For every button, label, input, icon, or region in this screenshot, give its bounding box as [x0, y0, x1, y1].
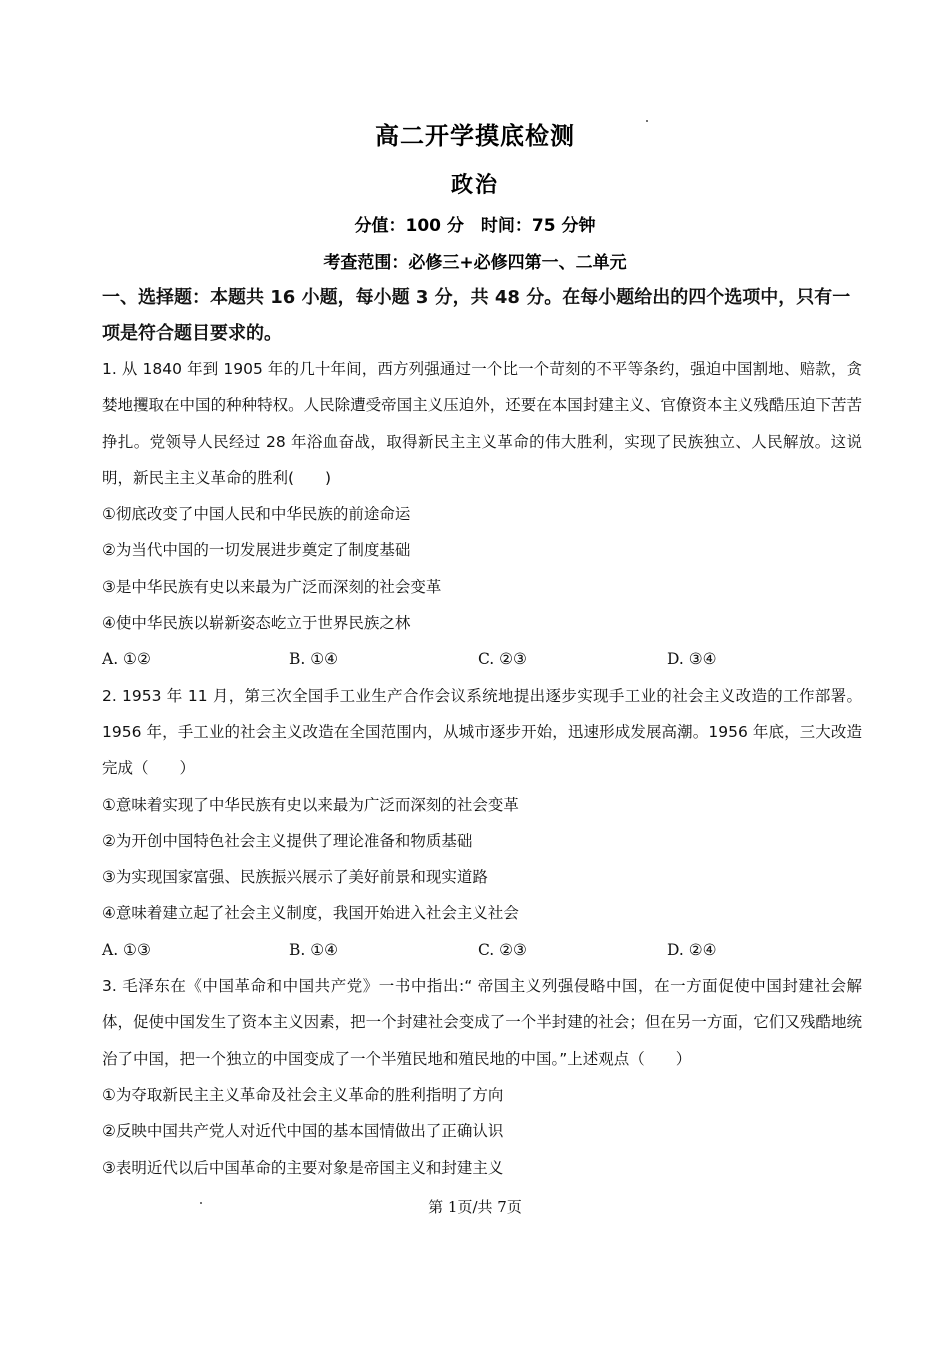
score-time-line: 分值：100 分 时间：75 分钟	[354, 216, 596, 236]
exam-title: 高二开学摸底检测	[375, 122, 575, 150]
question-2	[102, 678, 862, 968]
statement-item: ①为夺取新民主主义革命及社会主义革命的胜利指明了方向	[102, 1085, 504, 1104]
statement-item: ④意味着建立起了社会主义制度，我国开始进入社会主义社会	[102, 904, 519, 923]
answer-options	[102, 932, 862, 968]
exam-scope-line: 考查范围：必修三+必修四第一、二单元	[323, 253, 627, 273]
question-stem: 2. 1953 年 11 月，第三次全国手工业生产合作会议系统地提出逐步实现手工业的社会主义改造的工作部署。1956 年，手工业的社会主义改造在全国范围内，从城市逐步开始，迅速形成发展高潮。1956 年底，三大改造完成（ ）	[102, 686, 862, 778]
question-stem: 1. 从 1840 年到 1905 年的几十年间，西方列强通过一个比一个苛刻的不平等条约，强迫中国割地、赔款，贪婪地攫取在中国的种种特权。人民除遭受帝国主义压迫外，还要在本国封建主义、官僚资本主义残酷压迫下苦苦挣扎。党领导人民经过 28 年浴血奋战，取得新民主主义革命的伟大胜利，实现了民族独立、人民解放。这说明，新民主主义革命的胜利( )	[102, 360, 862, 487]
statement-item: ②反映中国共产党人对近代中国的基本国情做出了正确认识	[102, 1122, 504, 1141]
question-stem: 3. 毛泽东在《中国革命和中国共产党》一书中指出:“ 帝国主义列强侵略中国，在一方面促使中国封建社会解体，促使中国发生了资本主义因素，把一个封建社会变成了一个半封建的社会；但在另一方面，它们又残酷地统治了中国，把一个独立的中国变成了一个半殖民地和殖民地的中国。”上述观点（ ）	[102, 977, 862, 1068]
statement-item: ②为当代中国的一切发展进步奠定了制度基础	[102, 541, 411, 560]
section-heading: 一、选择题：本题共 16 小题，每小题 3 分，共 48 分。在每小题给出的四个选项中，只有一项是符合题目要求的。	[102, 287, 851, 344]
statement-item: ②为开创中国特色社会主义提供了理论准备和物质基础	[102, 831, 473, 850]
question-list	[102, 351, 862, 1186]
speck-mark	[200, 1202, 202, 1204]
statement-item: ③表明近代以后中国革命的主要对象是帝国主义和封建主义	[102, 1158, 504, 1177]
page-number: 第 1页/共 7页	[428, 1198, 522, 1216]
option-a: A. ①③	[102, 940, 151, 959]
statement-item: ④使中华民族以崭新姿态屹立于世界民族之林	[102, 614, 411, 633]
option-d: D. ②④	[667, 940, 717, 959]
statement-item: ①意味着实现了中华民族有史以来最为广泛而深刻的社会变革	[102, 795, 519, 814]
subject-title: 政治	[450, 173, 499, 198]
statement-item: ①彻底改变了中国人民和中华民族的前途命运	[102, 505, 411, 524]
statement-item: ③是中华民族有史以来最为广泛而深刻的社会变革	[102, 577, 442, 596]
option-d: D. ③④	[667, 650, 717, 669]
option-c: C. ②③	[478, 650, 527, 669]
speck-mark	[646, 120, 648, 122]
answer-options	[102, 641, 862, 677]
option-b: B. ①④	[289, 650, 339, 669]
question-3	[102, 968, 862, 1186]
option-c: C. ②③	[478, 940, 527, 959]
option-b: B. ①④	[289, 940, 339, 959]
statement-item: ③为实现国家富强、民族振兴展示了美好前景和现实道路	[102, 868, 488, 887]
option-a: A. ①②	[102, 650, 151, 669]
question-1	[102, 351, 862, 678]
